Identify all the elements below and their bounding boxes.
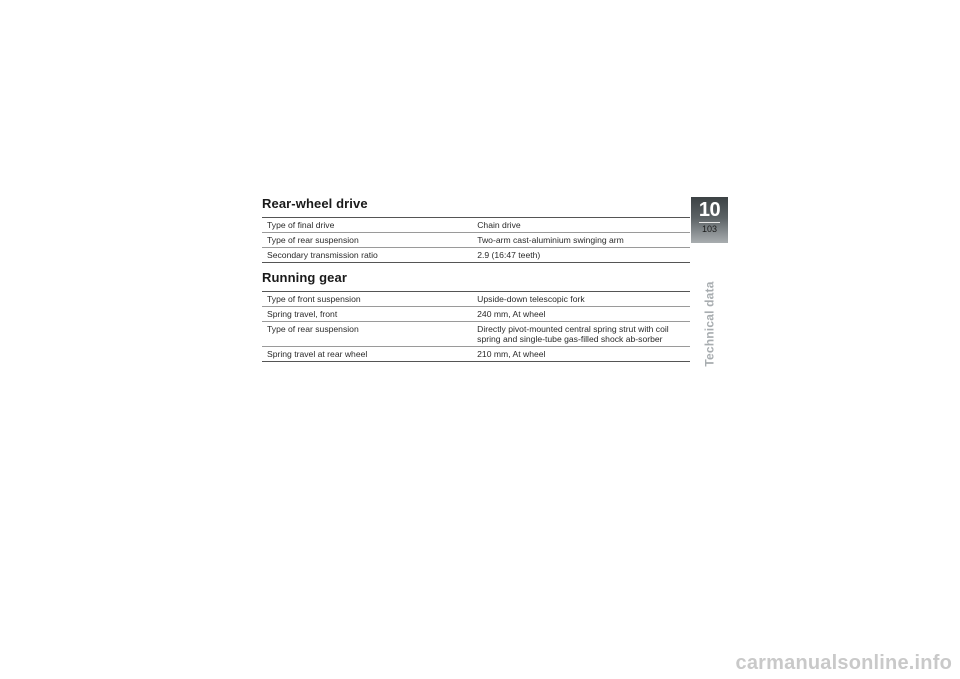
table-row (262, 248, 690, 263)
section-heading: Running gear (262, 270, 347, 285)
chapter-title-label: Technical data (703, 281, 717, 367)
section-rear-wheel-drive (262, 196, 690, 263)
chapter-number: 10 (698, 199, 721, 221)
section-heading: Rear-wheel drive (262, 196, 368, 211)
table-row (262, 218, 690, 233)
spec-value: 2.9 (16:47 teeth) (477, 250, 541, 260)
page-number: 103 (701, 224, 718, 234)
spec-table (262, 217, 690, 263)
spec-value: 240 mm, At wheel (477, 309, 546, 319)
spec-value: 210 mm, At wheel (477, 349, 546, 359)
section-running-gear (262, 270, 690, 362)
spec-label: Spring travel at rear wheel (267, 349, 368, 359)
table-row (262, 347, 690, 362)
spec-value: Upside-down telescopic fork (477, 294, 585, 304)
spec-label: Type of rear suspension (267, 324, 359, 334)
spec-label: Secondary transmission ratio (267, 250, 378, 260)
spec-label: Type of rear suspension (267, 235, 359, 245)
chapter-divider (699, 222, 720, 223)
spec-label: Type of final drive (267, 220, 335, 230)
spec-value: Chain drive (477, 220, 521, 230)
chapter-title-vertical (700, 274, 720, 374)
table-row (262, 322, 690, 347)
table-row (262, 307, 690, 322)
table-row (262, 292, 690, 307)
spec-value: Two-arm cast-aluminium swinging arm (477, 235, 624, 245)
spec-label: Spring travel, front (267, 309, 338, 319)
spec-label: Type of front suspension (267, 294, 361, 304)
watermark: carmanualsonline.info (735, 652, 952, 674)
chapter-tab (691, 197, 728, 243)
spec-table (262, 291, 690, 362)
table-row (262, 233, 690, 248)
spec-value: Directly pivot-mounted central spring strut with coil spring and single-tube gas-filled shock ab-sorber (477, 324, 669, 344)
